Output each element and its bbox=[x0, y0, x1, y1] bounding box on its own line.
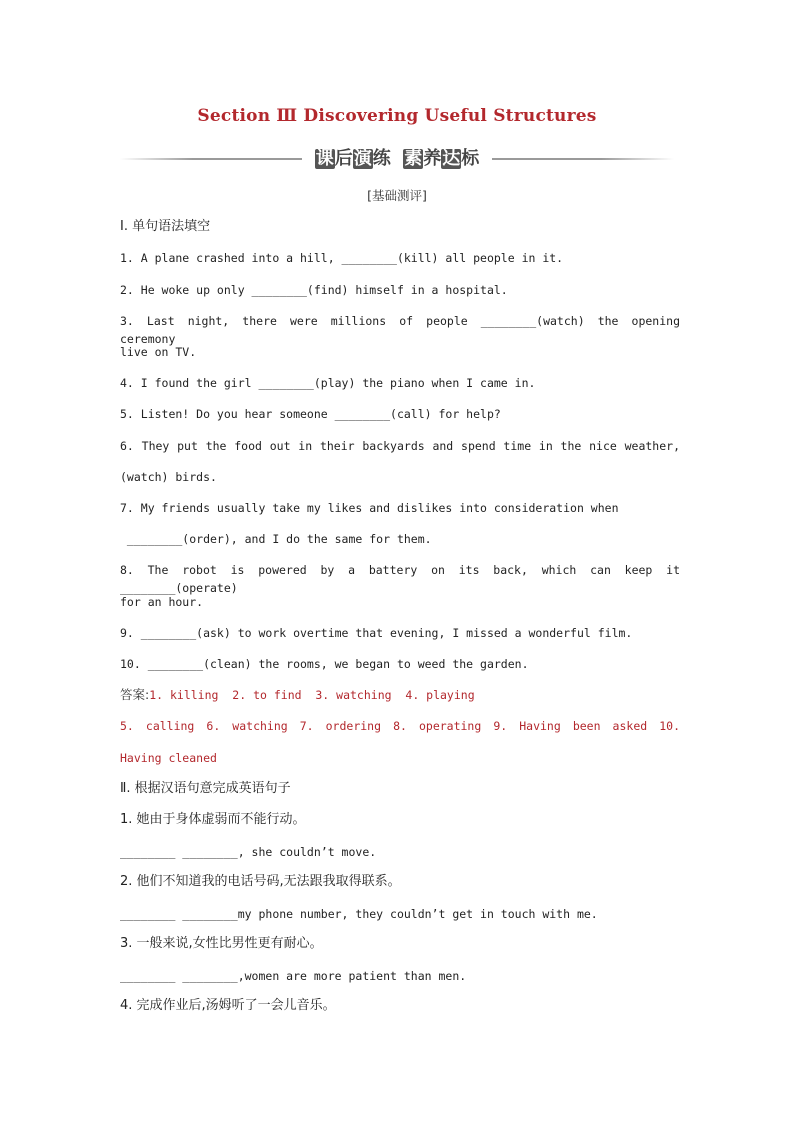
exercise-line: for an hour. bbox=[120, 595, 204, 609]
answer-text: 1. killing 2. to find 3. watching 4. playing bbox=[149, 688, 475, 702]
exercise-line: ________(order), and I do the same for them. bbox=[120, 532, 432, 546]
exercise-line: ________ ________,women are more patient than men. bbox=[120, 969, 467, 983]
exercise-prompt: 4. 完成作业后,汤姆听了一会儿音乐。 bbox=[120, 998, 336, 1013]
banner-char: 演 bbox=[353, 148, 372, 169]
page-title: Section Ⅲ Discovering Useful Structures bbox=[197, 106, 597, 126]
banner-rule-right bbox=[492, 158, 674, 160]
exercise-line: 5. Listen! Do you hear someone ________(call) for help? bbox=[120, 407, 501, 421]
exercise-line: 6. They put the food out in their backyards and spend time in the nice weather, bbox=[120, 439, 680, 453]
exercise-prompt: 2. 他们不知道我的电话号码,无法跟我取得联系。 bbox=[120, 874, 401, 889]
exercise-line: 1. A plane crashed into a hill, ________(kill) all people in it. bbox=[120, 251, 564, 265]
answer-line bbox=[120, 686, 680, 704]
banner-char: 养 bbox=[423, 148, 442, 169]
section-heading: Ⅱ. 根据汉语句意完成英语句子 bbox=[120, 781, 291, 796]
section-banner bbox=[120, 146, 674, 172]
answer-line: 5. calling 6. watching 7. ordering 8. operating 9. Having been asked 10. bbox=[120, 719, 680, 733]
exercise-line: 3. Last night, there were millions of people ________(watch) the opening ceremony bbox=[120, 314, 680, 346]
answer-label: 答案: bbox=[120, 687, 150, 702]
section-heading: Ⅰ. 单句语法填空 bbox=[120, 219, 211, 234]
exercise-line: ________ ________my phone number, they couldn’t get in touch with me. bbox=[120, 907, 598, 921]
banner-char: 课 bbox=[315, 148, 334, 169]
banner-char: 素 bbox=[404, 148, 423, 169]
banner-char: 练 bbox=[372, 148, 391, 169]
exercise-line: 9. ________(ask) to work overtime that evening, I missed a wonderful film. bbox=[120, 626, 633, 640]
exercise-line: ________ ________, she couldn’t move. bbox=[120, 845, 377, 859]
banner-char: 达 bbox=[442, 148, 461, 169]
exercise-line: 7. My friends usually take my likes and dislikes into consideration when bbox=[120, 501, 619, 515]
subtitle: [基础测评] bbox=[367, 188, 427, 203]
exercise-line: 10. ________(clean) the rooms, we began to weed the garden. bbox=[120, 657, 529, 671]
exercise-line: 2. He woke up only ________(find) himself in a hospital. bbox=[120, 283, 508, 297]
exercise-prompt: 3. 一般来说,女性比男性更有耐心。 bbox=[120, 936, 323, 951]
banner-char: 标 bbox=[461, 148, 480, 169]
banner-text bbox=[308, 146, 486, 172]
exercise-line: (watch) birds. bbox=[120, 470, 217, 484]
exercise-line: live on TV. bbox=[120, 345, 197, 359]
exercise-line: 8. The robot is powered by a battery on its back, which can keep it ________(operate) bbox=[120, 563, 680, 595]
banner-rule-left bbox=[120, 158, 302, 160]
exercise-line: 4. I found the girl ________(play) the piano when I came in. bbox=[120, 376, 536, 390]
banner-char: 后 bbox=[334, 148, 353, 169]
answer-line: Having cleaned bbox=[120, 751, 217, 765]
exercise-prompt: 1. 她由于身体虚弱而不能行动。 bbox=[120, 812, 306, 827]
